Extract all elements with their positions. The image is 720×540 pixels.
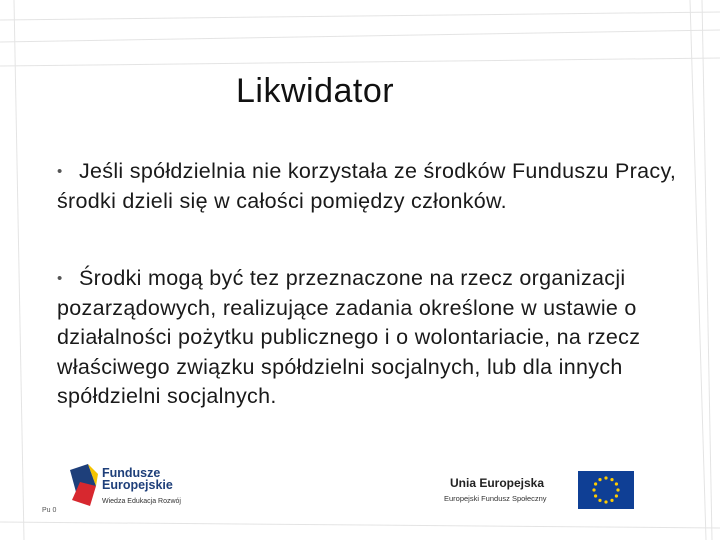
eu-logo-title: Unia Europejska bbox=[450, 476, 545, 490]
eu-logo-subtitle: Europejski Fundusz Społeczny bbox=[444, 494, 547, 503]
page-number: Pu 0 bbox=[42, 507, 57, 514]
eu-flag-icon bbox=[578, 471, 634, 509]
bullet-marker: • bbox=[57, 270, 63, 287]
fundusze-logo-text: Fundusze Europejskie bbox=[102, 466, 173, 492]
bullet-text: Jeśli spółdzielnia nie korzystała ze środków Funduszu Pracy, środki dzieli się w całości pomiędzy członków. bbox=[57, 159, 677, 213]
bullet-item bbox=[57, 264, 697, 412]
bullet-item bbox=[57, 157, 697, 216]
bullet-marker: • bbox=[57, 163, 63, 180]
bullet-text: Środki mogą być tez przeznaczone na rzecz organizacji pozarządowych, realizujące zadania określone w ustawie o działalności pożytku publicznego i o wolontariacie, na rzecz właściwego związku spółdzielni socjalnych, lub dla innych spółdzielni socjalnych. bbox=[57, 266, 641, 408]
fundusze-logo-subtitle: Wiedza Edukacja Rozwój bbox=[102, 498, 181, 505]
slide-title: Likwidator bbox=[236, 72, 395, 110]
